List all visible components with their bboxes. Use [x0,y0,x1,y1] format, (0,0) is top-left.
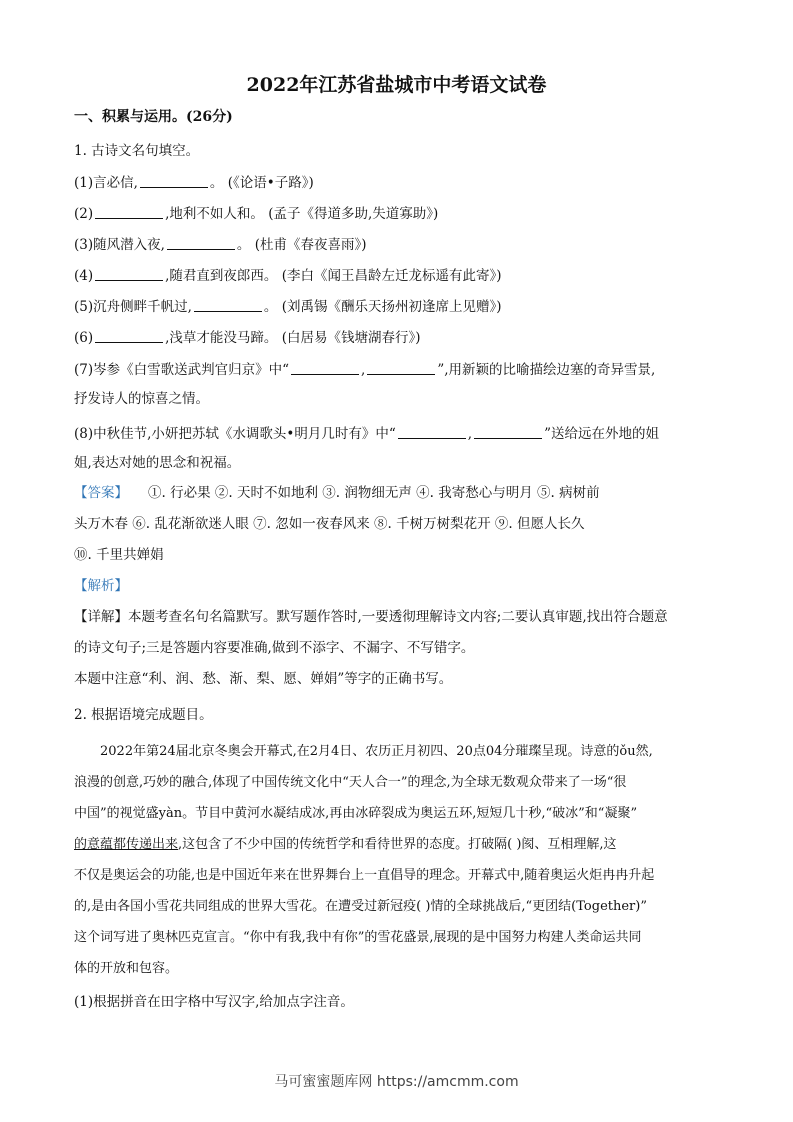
item-text: , [361,362,366,378]
passage-line-4 [74,838,724,851]
answer-blank [367,362,435,375]
item-text: (3)随风潜入夜, [74,237,165,253]
passage-line-1: 2022年第24届北京冬奥会开幕式,在2月4日、农历正月初四、20点04分璀璨呈现。诗意的ǒu然, [100,744,653,759]
underlined-phrase: 的意蕴都传递出来 [74,837,179,852]
item-text: 。 (《论语•子路》) [209,175,314,191]
item-text: ,浅草才能没马蹄。 (白居易《钱塘湖春行》) [165,330,421,346]
item-text: (7)岑参《白雪歌送武判官归京》中“ [74,362,290,378]
answer-blank [95,330,163,343]
footer-watermark: 马可蜜蜜题库网 https://amcmm.com [274,1074,519,1090]
passage-line-2: 浪漫的创意,巧妙的融合,体现了中国传统文化中“天人合一”的理念,为全球无数观众带来了一场“很 [74,775,627,790]
answer-blank [95,268,163,281]
page-title: 2022年江苏省盐城市中考语文试卷 [246,74,547,96]
passage-line-3: 中国”的视觉盛yàn。节目中黄河水凝结成冰,再由冰碎裂成为奥运五环,短短几十秒,“破冰”和“凝聚” [74,806,638,821]
question-2-stem: 2. 根据语境完成题目。 [74,707,213,723]
item-text: , [467,426,473,442]
answer-blank [140,175,208,188]
q1-item-4 [74,268,724,284]
item-text: (8)中秋佳节,小妍把苏轼《水调歌头•明月几时有》中“ [74,426,396,442]
answer-blank [398,426,466,439]
q1-item-7-cont: 抒发诗人的惊喜之情。 [74,391,209,407]
q1-item-8-cont: 姐,表达对她的思念和祝福。 [74,455,241,471]
q1-item-5 [74,299,724,315]
answer-blank [95,206,163,219]
item-text: 。 (刘禹锡《酬乐天扬州初逢席上见赠》) [263,299,502,315]
answer-line-3: ⑩. 千里共婵娟 [74,547,164,563]
answer-line-1 [74,487,724,501]
q1-item-6 [74,330,724,346]
analysis-detail-1: 【详解】本题考查名句名篇默写。默写题作答时,一要透彻理解诗文内容;二要认真审题,找出符合题意 [74,609,668,625]
item-text: (1)言必信, [74,175,138,191]
q1-item-3 [74,237,724,253]
answer-text: ①. 行必果 ②. 天时不如地利 ③. 润物细无声 ④. 我寄愁心与明月 ⑤. 病树前 [148,485,600,501]
item-text: (6) [74,330,94,346]
passage-line-5: 不仅是奥运会的功能,也是中国近年来在世界舞台上一直倡导的理念。开幕式中,随着奥运火炬冉冉升起 [74,868,655,883]
answer-blank [167,237,235,250]
section-heading: 一、积累与运用。(26分) [74,109,233,125]
question-1-stem: 1. 古诗文名句填空。 [74,143,200,159]
item-text: ,地利不如人和。 (孟子《得道多助,失道寡助》) [165,206,439,222]
analysis-detail-2: 的诗文句子;三是答题内容要准确,做到不添字、不漏字、不写错字。 [74,640,475,656]
item-text: ”送给远在外地的姐 [544,426,659,442]
answer-blank [474,426,542,439]
item-text: 。 (杜甫《春夜喜雨》) [236,237,367,253]
item-text: (2) [74,206,94,222]
analysis-detail-3: 本题中注意“利、润、愁、渐、梨、愿、婵娟”等字的正确书写。 [74,671,453,687]
passage-line-7: 这个词写进了奥林匹克宣言。“你中有我,我中有你”的雪花盛景,展现的是中国努力构建人类命运共同 [74,930,642,945]
item-text: ,随君直到夜郎西。 (李白《闻王昌龄左迁龙标遥有此寄》) [165,268,502,284]
q1-item-1 [74,175,724,191]
item-text: ”,用新颖的比喻描绘边塞的奇异雪景, [437,362,656,378]
answer-blank [194,299,262,312]
passage-line-8: 体的开放和包容。 [74,961,179,976]
analysis-tag: 【解析】 [74,578,128,594]
answer-blank [291,362,359,375]
sub-question-1: (1)根据拼音在田字格中写汉字,给加点字注音。 [74,994,354,1010]
answer-tag: 【答案】 [74,485,128,501]
q1-item-8 [74,426,724,442]
q1-item-2 [74,206,724,222]
q1-item-7 [74,362,724,378]
passage-text: ,这包含了不少中国的传统哲学和看待世界的态度。打破隔( )阂、互相理解,这 [178,837,617,852]
answer-line-2: 头万木春 ⑥. 乱花渐欲迷人眼 ⑦. 忽如一夜春风来 ⑧. 千树万树梨花开 ⑨. 但愿人长久 [74,516,585,532]
passage-line-6: 的,是由各国小雪花共同组成的世界大雪花。在遭受过新冠疫( )情的全球挑战后,“更团结(Together)” [74,899,647,914]
item-text: (5)沉舟侧畔千帆过, [74,299,192,315]
item-text: (4) [74,268,94,284]
